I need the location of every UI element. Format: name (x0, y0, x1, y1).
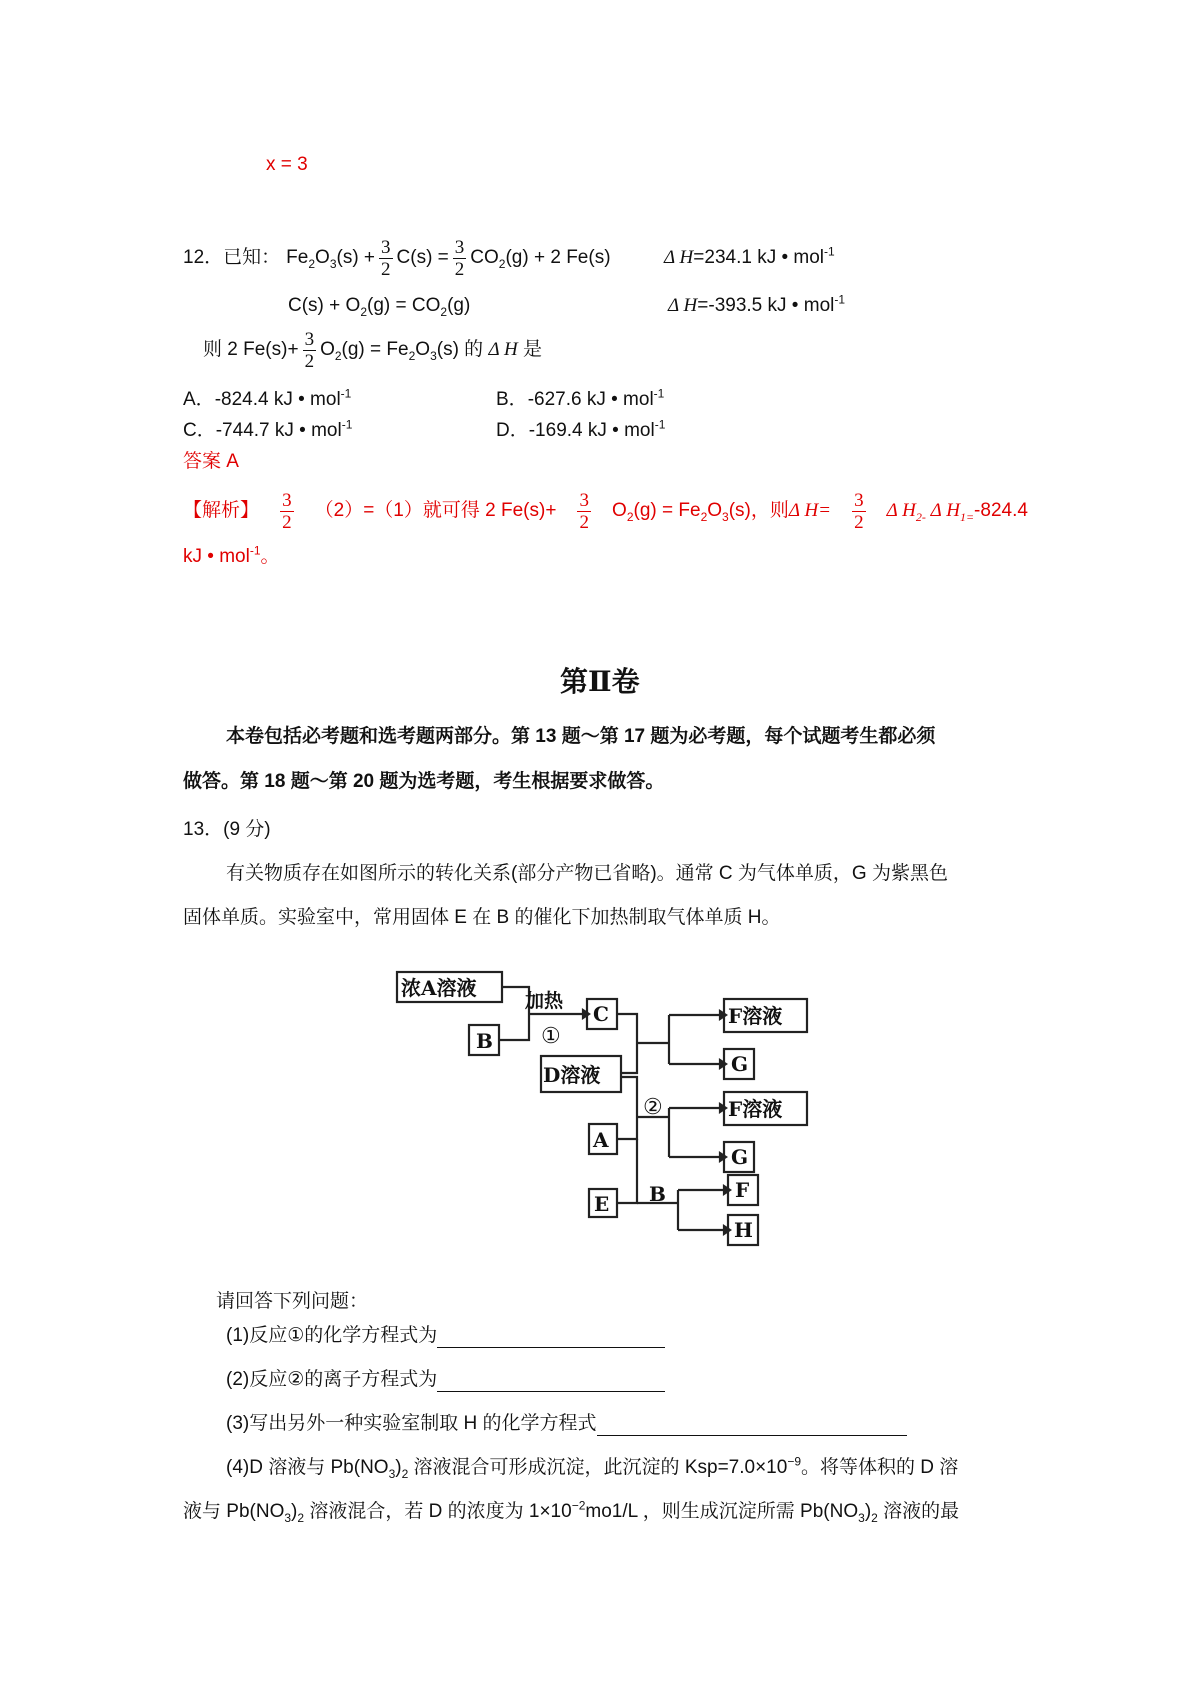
q13-item-4-line1: (4)D 溶液与 $Pb(NO_3)_2$ 溶液混合可形成沉淀，此沉淀的 $Ksp=7.0\times 10^{-9}$。将等体积的 D 溶 (226, 1454, 959, 1481)
section-title: 第Ⅱ卷 (560, 665, 640, 698)
label-a: A (593, 1128, 609, 1152)
label-c: C (593, 1002, 609, 1026)
q13-prompt: 请回答下列问题： (216, 1291, 369, 1312)
answer-blank-2[interactable] (437, 1371, 665, 1392)
option-c: C．-744.7 kJ • mol$^{-1}$ (183, 417, 353, 441)
section-intro-line2: 做答。第 18 题～第 20 题为选考题，考生根据要求做答。 (183, 771, 665, 792)
label-g-2: G (731, 1145, 749, 1169)
label-circle-1: ① (541, 1024, 561, 1049)
q13-para-line2: 固体单质。实验室中，常用固体 E 在 B 的催化下加热制取气体单质 H。 (183, 907, 781, 928)
eq1-frac2: $\frac{3}{2}$ (454, 236, 465, 280)
label-f: F (735, 1178, 750, 1202)
answer-text: 答案 A (183, 451, 239, 472)
label-h: H (734, 1218, 753, 1242)
option-a: A．-824.4 kJ • mol$^{-1}$ (183, 386, 352, 410)
eq1-c: C(s) = (396, 247, 449, 268)
label-e: E (594, 1192, 610, 1216)
label-circle-2: ② (643, 1095, 663, 1120)
answer-blank-3[interactable] (597, 1415, 907, 1436)
eq2-dh: Δ H=-393.5 kJ • mol$^{-1}$ (668, 292, 846, 316)
option-d: D．-169.4 kJ • mol$^{-1}$ (496, 417, 666, 441)
q12-question: 则 2 Fe(s)+ $\frac{3}{2}$ $O_2(g) = Fe_2O_3(s)$ 的 Δ H 是 (203, 328, 543, 372)
label-f-solution-2: F溶液 (728, 1097, 783, 1121)
q13-item-4-line2: 液与 $Pb(NO_3)_2$ 溶液混合，若 D 的浓度为 $1\times 10^{-2}mo1/L$ ，则生成沉淀所需 $Pb(NO_3)_2$ 溶液的最 (183, 1498, 960, 1525)
q13-item-1: (1)反应①的化学方程式为 (226, 1324, 665, 1348)
previous-answer: x = 3 (266, 154, 308, 175)
reaction-diagram (393, 957, 833, 1252)
label-d-solution: D溶液 (543, 1063, 601, 1087)
label-branch-b: B (649, 1182, 666, 1206)
eq1-dh: Δ H=234.1 kJ • mol$^{-1}$ (664, 244, 835, 268)
q12-line1 (183, 230, 611, 286)
q13-header: 13．(9 分) (183, 819, 271, 840)
section-intro-line1: 本卷包括必考题和选考题两部分。第 13 题～第 17 题为必考题，每个试题考生都必须 (226, 726, 936, 747)
eq1-fe2o3: $Fe_2O_3(s)$ + (286, 247, 376, 271)
option-b: B．-627.6 kJ • mol$^{-1}$ (496, 386, 665, 410)
analysis-line1: 【解析】 $\frac{3}{2}$ （2）=（1）就可得 2 Fe(s)+ $\frac{3}{2}$ $O_2(g) = Fe_2O_3(s)$，则Δ H= $\frac{3}{2}$ Δ $H_{2-}$ Δ $H_{1=}-824.4$ (183, 489, 1028, 533)
eq1-co2: $CO_2(g) + 2$ Fe(s) (470, 247, 611, 271)
answer-blank-1[interactable] (437, 1327, 665, 1348)
label-conc-a-solution: 浓A溶液 (401, 976, 477, 1000)
eq1-frac: $\frac{3}{2}$ (381, 236, 391, 280)
analysis-line2: kJ • mol$^{-1}$。 (183, 543, 280, 567)
q13-item-3: (3)写出另外一种实验室制取 H 的化学方程式 (226, 1412, 907, 1436)
label-f-solution-1: F溶液 (728, 1004, 783, 1028)
q12-intro: 已知： (223, 247, 281, 268)
q12-line2: $C(s) + O_2(g) = CO_2(g)$ (288, 295, 471, 319)
q12-number: 12． (183, 247, 224, 268)
label-b: B (476, 1029, 493, 1053)
label-g-1: G (731, 1052, 749, 1076)
label-heat: 加热 (525, 990, 564, 1012)
q13-para-line1: 有关物质存在如图所示的转化关系(部分产物已省略)。通常 C 为气体单质，G 为紫黑色 (226, 863, 948, 884)
q13-item-2: (2)反应②的离子方程式为 (226, 1368, 665, 1392)
